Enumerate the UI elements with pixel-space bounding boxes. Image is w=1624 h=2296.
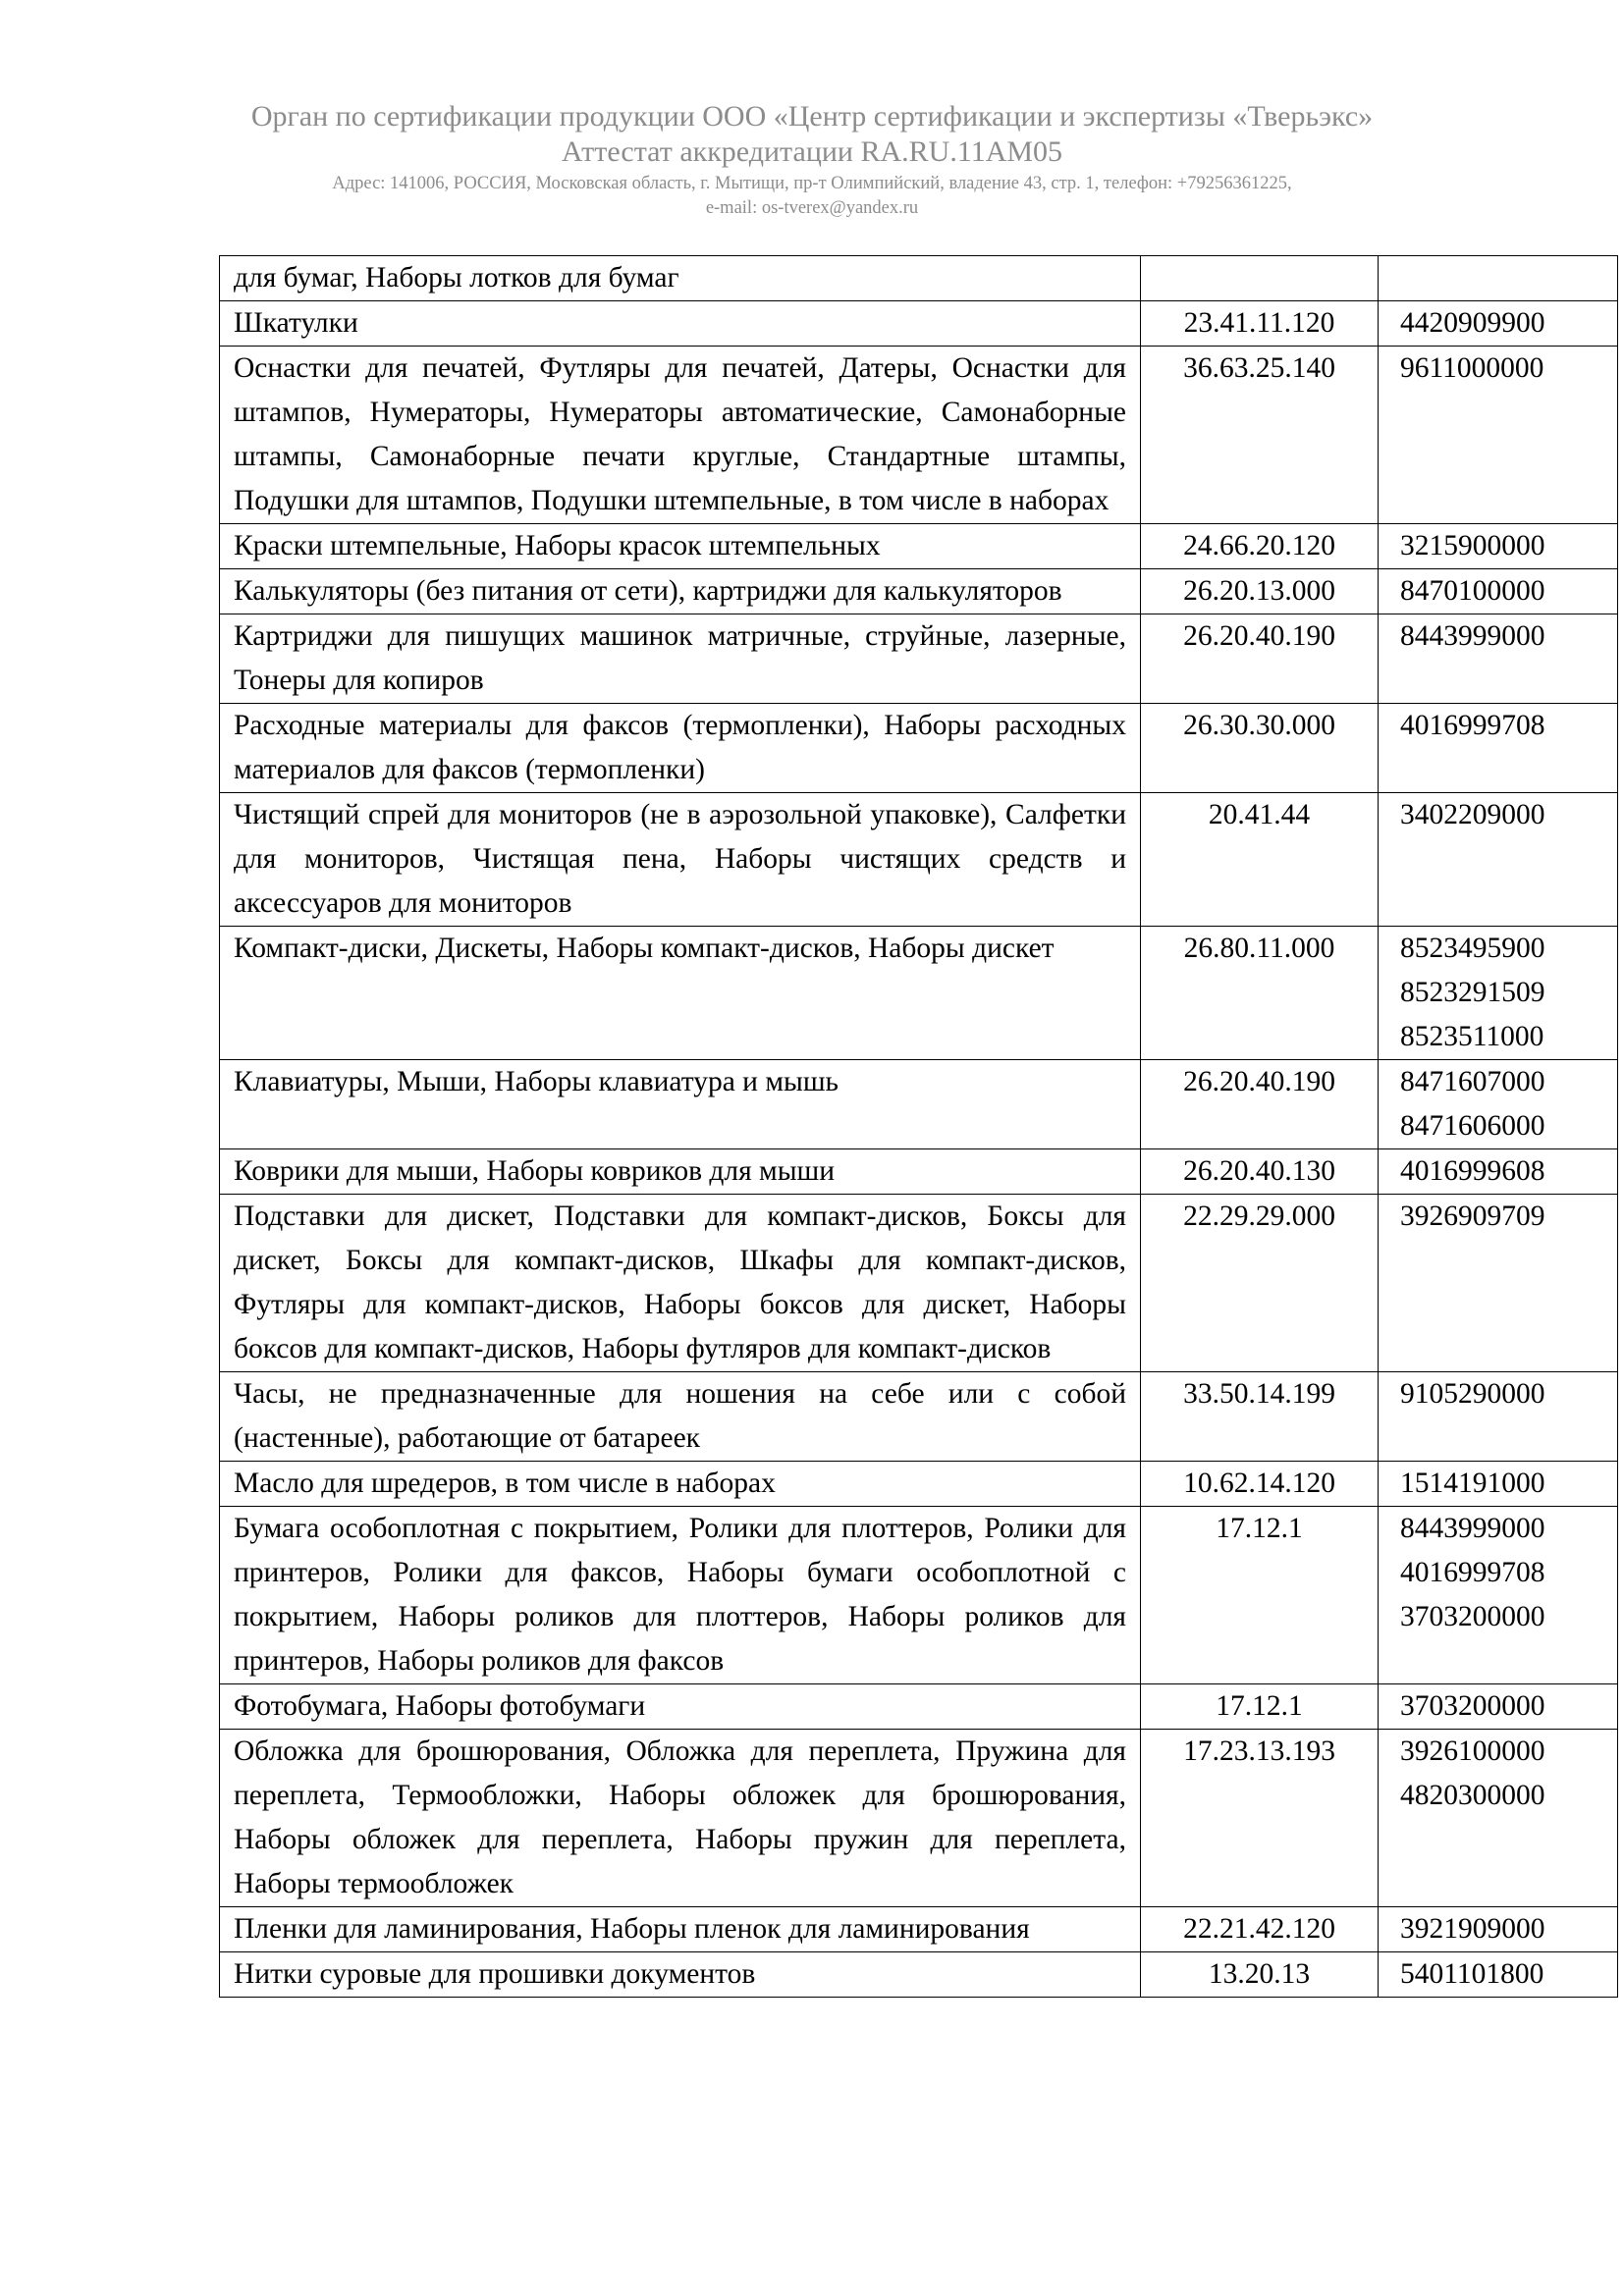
tnved-code: 8471607000 <box>1400 1066 1545 1097</box>
table-row <box>220 1907 1618 1952</box>
tnved-code: 3402209000 <box>1400 799 1545 830</box>
tnved-code: 4016999608 <box>1400 1155 1545 1187</box>
okpd-code-cell: 22.29.29.000 <box>1141 1195 1379 1372</box>
product-name-cell: Краски штемпельные, Наборы красок штемпельных <box>220 524 1141 569</box>
table-row <box>220 524 1618 569</box>
tnved-code: 8471606000 <box>1400 1110 1545 1142</box>
tnved-code-cell <box>1379 1462 1618 1507</box>
table-row <box>220 1195 1618 1372</box>
tnved-code-cell <box>1379 1149 1618 1195</box>
product-name-cell: Часы, не предназначенные для ношения на себе или с собой (настенные), работающие от батареек <box>220 1372 1141 1462</box>
tnved-code-cell <box>1379 1730 1618 1907</box>
tnved-code: 3703200000 <box>1400 1601 1545 1632</box>
tnved-code: 5401101800 <box>1400 1958 1544 1990</box>
tnved-code: 4016999708 <box>1400 1557 1545 1588</box>
tnved-code-cell <box>1379 1195 1618 1372</box>
tnved-code: 8523511000 <box>1400 1021 1544 1052</box>
okpd-code-cell: 26.20.13.000 <box>1141 569 1379 614</box>
table-row <box>220 1060 1618 1149</box>
accreditation-certificate: Аттестат аккредитации RA.RU.11AM05 <box>561 135 1063 168</box>
tnved-code: 9611000000 <box>1400 352 1544 384</box>
tnved-code: 8443999000 <box>1400 620 1545 652</box>
okpd-code-cell: 17.12.1 <box>1141 1507 1379 1684</box>
table-row <box>220 1149 1618 1195</box>
tnved-code-cell <box>1379 301 1618 347</box>
product-name-cell: для бумаг, Наборы лотков для бумаг <box>220 256 1141 301</box>
okpd-code-cell: 33.50.14.199 <box>1141 1372 1379 1462</box>
okpd-code-cell: 17.23.13.193 <box>1141 1730 1379 1907</box>
product-name-cell: Коврики для мыши, Наборы ковриков для мыши <box>220 1149 1141 1195</box>
table-row <box>220 347 1618 524</box>
document-header <box>0 98 1624 220</box>
product-name-cell: Масло для шредеров, в том числе в наборах <box>220 1462 1141 1507</box>
tnved-code-cell <box>1379 347 1618 524</box>
org-address: Адрес: 141006, РОССИЯ, Московская область, г. Мытищи, пр-т Олимпийский, владение 43, стр. 1, телефон: +79256361225, <box>332 174 1292 193</box>
product-name-cell: Компакт-диски, Дискеты, Наборы компакт-дисков, Наборы дискет <box>220 927 1141 1060</box>
product-name-cell: Нитки суровые для прошивки документов <box>220 1952 1141 1998</box>
tnved-code-cell <box>1379 569 1618 614</box>
table-row <box>220 704 1618 793</box>
table-row <box>220 1684 1618 1730</box>
tnved-code-cell <box>1379 1952 1618 1998</box>
okpd-code-cell: 23.41.11.120 <box>1141 301 1379 347</box>
org-email: e-mail: os-tverex@yandex.ru <box>705 198 919 218</box>
okpd-code-cell <box>1141 256 1379 301</box>
product-name-cell: Расходные материалы для факсов (термопленки), Наборы расходных материалов для факсов (термопленки) <box>220 704 1141 793</box>
tnved-code-cell <box>1379 1372 1618 1462</box>
okpd-code-cell: 10.62.14.120 <box>1141 1462 1379 1507</box>
okpd-code-cell: 26.30.30.000 <box>1141 704 1379 793</box>
table-row <box>220 1952 1618 1998</box>
tnved-code-cell <box>1379 927 1618 1060</box>
tnved-code: 3921909000 <box>1400 1913 1545 1945</box>
product-name-cell: Пленки для ламинирования, Наборы пленок для ламинирования <box>220 1907 1141 1952</box>
tnved-code-cell <box>1379 1507 1618 1684</box>
table-row <box>220 1462 1618 1507</box>
tnved-code: 8523291509 <box>1400 977 1545 1008</box>
product-name-cell: Оснастки для печатей, Футляры для печатей, Датеры, Оснастки для штампов, Нумераторы, Нумераторы автоматические, Самонаборные штампы, Самонаборные печати круглые, Стандартные штампы, Подушки для штампов, Подушки штемпельные, в том числе в наборах <box>220 347 1141 524</box>
okpd-code-cell: 36.63.25.140 <box>1141 347 1379 524</box>
product-name-cell: Клавиатуры, Мыши, Наборы клавиатура и мышь <box>220 1060 1141 1149</box>
tnved-code: 3926100000 <box>1400 1735 1545 1767</box>
tnved-code-cell <box>1379 793 1618 927</box>
tnved-code-cell <box>1379 524 1618 569</box>
okpd-code-cell: 26.20.40.130 <box>1141 1149 1379 1195</box>
okpd-code-cell: 24.66.20.120 <box>1141 524 1379 569</box>
tnved-code-cell <box>1379 1684 1618 1730</box>
product-table-body <box>220 256 1618 1998</box>
tnved-code <box>1400 256 1617 300</box>
tnved-code: 3215900000 <box>1400 530 1545 561</box>
table-row <box>220 614 1618 704</box>
tnved-code: 4016999708 <box>1400 710 1545 741</box>
tnved-code: 3926909709 <box>1400 1201 1545 1232</box>
tnved-code-cell <box>1379 256 1618 301</box>
okpd-code-cell: 26.20.40.190 <box>1141 1060 1379 1149</box>
okpd-code-cell: 13.20.13 <box>1141 1952 1379 1998</box>
product-name-cell: Шкатулки <box>220 301 1141 347</box>
okpd-code-cell: 17.12.1 <box>1141 1684 1379 1730</box>
table-row <box>220 569 1618 614</box>
product-name-cell: Фотобумага, Наборы фотобумаги <box>220 1684 1141 1730</box>
table-row <box>220 793 1618 927</box>
okpd-code-cell: 20.41.44 <box>1141 793 1379 927</box>
tnved-code-cell <box>1379 614 1618 704</box>
tnved-code: 1514191000 <box>1400 1468 1545 1499</box>
tnved-code: 8523495900 <box>1400 933 1545 964</box>
table-row <box>220 256 1618 301</box>
org-name: Орган по сертификации продукции ООО «Центр сертификации и экспертизы «Тверьэкс» <box>250 100 1374 133</box>
okpd-code-cell: 26.20.40.190 <box>1141 614 1379 704</box>
product-table <box>219 255 1618 1998</box>
tnved-code: 9105290000 <box>1400 1378 1545 1410</box>
product-name-cell: Калькуляторы (без питания от сети), картриджи для калькуляторов <box>220 569 1141 614</box>
table-row <box>220 1507 1618 1684</box>
tnved-code: 4820300000 <box>1400 1780 1545 1811</box>
tnved-code-cell <box>1379 1907 1618 1952</box>
table-row <box>220 301 1618 347</box>
tnved-code: 3703200000 <box>1400 1690 1545 1722</box>
product-name-cell: Подставки для дискет, Подставки для компакт-дисков, Боксы для дискет, Боксы для компакт-дисков, Шкафы для компакт-дисков, Футляры для компакт-дисков, Наборы боксов для дискет, Наборы боксов для компакт-дисков, Наборы футляров для компакт-дисков <box>220 1195 1141 1372</box>
product-name-cell: Чистящий спрей для мониторов (не в аэрозольной упаковке), Салфетки для мониторов, Чистящая пена, Наборы чистящих средств и аксессуаров для мониторов <box>220 793 1141 927</box>
product-name-cell: Бумага особоплотная с покрытием, Ролики для плоттеров, Ролики для принтеров, Ролики для факсов, Наборы бумаги особоплотной с покрытием, Наборы роликов для плоттеров, Наборы роликов для принтеров, Наборы роликов для факсов <box>220 1507 1141 1684</box>
table-row <box>220 1730 1618 1907</box>
okpd-code-cell: 26.80.11.000 <box>1141 927 1379 1060</box>
table-row <box>220 1372 1618 1462</box>
tnved-code: 8470100000 <box>1400 575 1545 607</box>
tnved-code: 4420909900 <box>1400 307 1545 339</box>
product-name-cell: Картриджи для пишущих машинок матричные, струйные, лазерные, Тонеры для копиров <box>220 614 1141 704</box>
okpd-code-cell: 22.21.42.120 <box>1141 1907 1379 1952</box>
tnved-code: 8443999000 <box>1400 1513 1545 1544</box>
tnved-code-cell <box>1379 704 1618 793</box>
product-name-cell: Обложка для брошюрования, Обложка для переплета, Пружина для переплета, Термообложки, Наборы обложек для брошюрования, Наборы обложек для переплета, Наборы пружин для переплета, Наборы термообложек <box>220 1730 1141 1907</box>
tnved-code-cell <box>1379 1060 1618 1149</box>
table-row <box>220 927 1618 1060</box>
